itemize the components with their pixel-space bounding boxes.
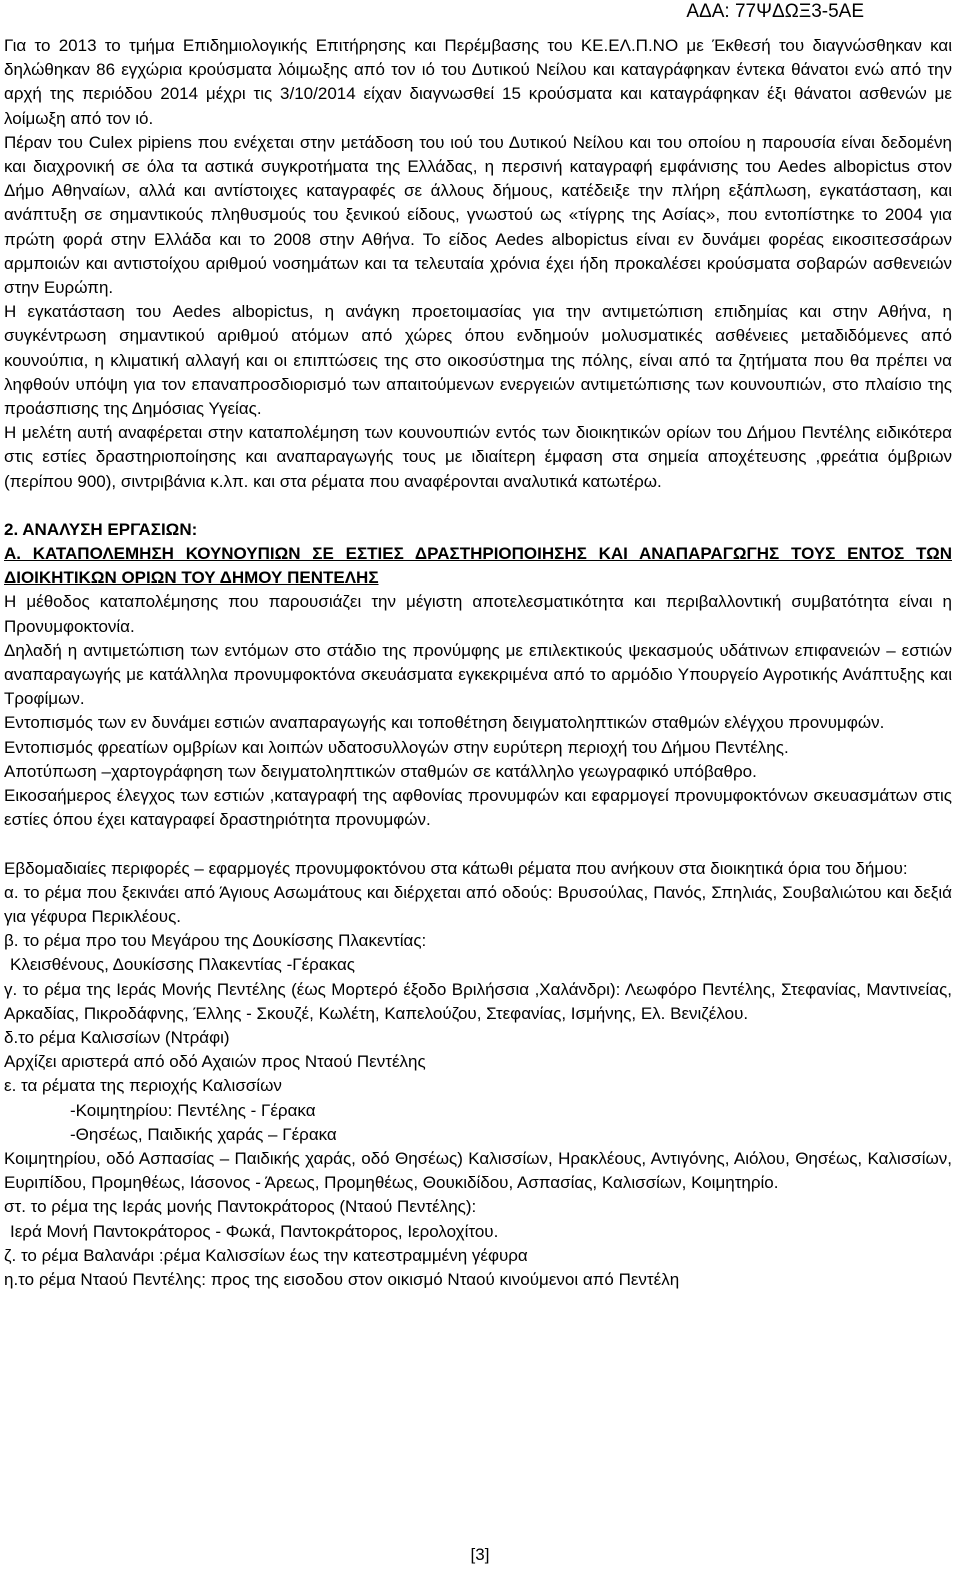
- stream-item-st-streets: Ιερά Μονή Παντοκράτορος - Φωκά, Παντοκράτορος, Ιερολοχίτου.: [10, 1221, 499, 1241]
- stream-item-e: ε. τα ρέματα της περιοχής Καλισσίων: [4, 1076, 282, 1096]
- paragraph-west-nile-cases: Για το 2013 το τμήμα Επιδημιολογικής Επιτήρησης και Περέμβασης του ΚΕ.ΕΛ.Π.ΝΟ με Έκθεσή του διαγνώσθηκαν και δηλώθηκαν 86 εγχώρια κρούσματα λόιμωξης από τον ιό του Δυτικού Νείλου και καταγράφηκαν έντεκα θάνατοι ενώ από την αρχή της περιόδου 2014 μέχρι τις 3/10/2014 είχαν διαγνωσθεί 15 κρούσματα και καταγράφηκαν έξι θάνατοι ασθενών με λοίμωξη από τον ιό.: [4, 36, 952, 128]
- ada-code: ΑΔΑ: 77ΨΔΩΞ3-5ΑΕ: [686, 1, 864, 22]
- spacer: [4, 494, 952, 518]
- paragraph-installation-aedes: Η εγκατάσταση του Aedes albopictus, η ανάγκη προετοιμασίας για την αντιμετώπιση επιδημίας και στην Αθήνα, η συγκέντρωση σημαντικού αριθμού ατόμων από χώρες όπου ενδημούν μολυσματικές ασθένειες μεταδιδόμενες από κουνούπια, η κλιματική αλλαγή και οι επιπτώσεις της στο οικοσύστημα της πόλης, είναι από τα ζητήματα που θα πρέπει να ληφθούν υπόψη για τον επαναπροσδιορισμό των απαιτούμενων ενεργειών αντιμετώπισης των κουνουπιών, στο πλαίσιο της προάσπισης της Δημόσιας Υγείας.: [4, 302, 952, 419]
- paragraph-mapping: Αποτύπωση –χαρτογράφηση των δειγματοληπτικών σταθμών σε κατάλληλο γεωγραφικό υπόβαθρο.: [4, 761, 757, 781]
- stream-item-e-streets: Κοιμητηρίου, οδό Ασπασίας – Παιδικής χαράς, οδό Θησέως) Καλισσίων, Ηρακλέους, Αντιγόνης, Αιόλου, Θησέως, Καλισσίων, Ευριπίδου, Προμηθέως, Ιάσονος - Άρεως, Προμηθέως, Θουκιδίδου, Ασπασίας, Καλισσίων, Κοιμητηρίο.: [4, 1148, 952, 1193]
- paragraph-larvicide: Δηλαδή η αντιμετώπιση των εντόμων στο στάδιο της προνύμφης με επιλεκτικούς ψεκασμούς υδάτινων επιφανειών – εστιών αναπαραγωγής με κατάλληλα προνυμφοκτόνα σκευάσματα εγκεκριμένα από το αρμόδιο Υπουργείο Αγροτικής Ανάπτυξης και Τροφίμων.: [4, 640, 952, 709]
- document-body: [4, 34, 952, 1292]
- paragraph-aedes-albopictus: Πέραν του Culex pipiens που ενέχεται στην μετάδοση του ιού του Δυτικού Νείλου και του οποίου η παρουσία είναι δεδομένη και διαχρονική σε όλα τα αστικά συγκροτήματα της Ελλάδας, η περσινή καταγραφή εμφάνισης του Aedes albopictus στον Δήμο Αθηναίων, αλλά και αντίστοιχες καταγραφές σε άλλους δήμους, κατέδειξε την πλήρη εξάπλωση, εγκατάσταση, και ανάπτυξη σε σημαντικούς πληθυσμούς του ξενικού είδους, γνωστού ως «τίγρης της Ασίας», που εντοπίστηκε το 2004 για πρώτη φορά στην Ελλάδα και το 2008 στην Αθήνα. Το είδος Aedes albopictus είναι εν δυνάμει φορέας εικοσιτεσσάρων αρμποιών και αντιστοίχου αριθμού νοσημάτων και τα τελευταία χρόνια έχει ήδη προκαλέσει κρούσματα σοβαρών ασθενειών στην Ευρώπη.: [4, 132, 952, 298]
- stream-item-d: δ.το ρέμα Καλισσίων (Ντράφι): [4, 1027, 230, 1047]
- spacer: [4, 833, 952, 857]
- stream-item-st: στ. το ρέμα της Ιεράς μονής Παντοκράτορος (Νταού Πεντέλης):: [4, 1197, 477, 1217]
- paragraph-study-scope: Η μελέτη αυτή αναφέρεται στην καταπολέμηση των κουνουπιών εντός των διοικητικών ορίων του Δήμου Πεντέλης ειδικότερα στις εστίες δραστηριοποίησης και αναπαραγωγής τους με ιδιαίτερη έμφαση στα σημεία αποχέτευσης ,φρεάτια όμβριων (περίπου 900), σιντριβάνια κ.λπ. και στα ρέματα που αναφέρονται αναλυτικά κατωτέρω.: [4, 423, 952, 491]
- subsection-heading: Α. ΚΑΤΑΠΟΛΕΜΗΣΗ ΚΟΥΝΟΥΠΙΩΝ ΣΕ ΕΣΤΙΕΣ ΔΡΑΣΤΗΡΙΟΠΟΙΗΣΗΣ ΚΑΙ ΑΝΑΠΑΡΑΓΩΓΗΣ ΤΟΥΣ ΕΝΤΟΣ ΤΩΝ ΔΙΟΙΚΗΤΙΚΩΝ ΟΡΙΩΝ ΤΟΥ ΔΗΜΟΥ ΠΕΝΤΕΛΗΣ: [4, 544, 952, 588]
- paragraph-method: Η μέθοδος καταπολέμησης που παρουσιάζει την μέγιστη αποτελεσματικότητα και περιβαλλοντική συμβατότητα είναι η Προνυμφοκτονία.: [4, 592, 952, 636]
- stream-item-h: η.το ρέμα Νταού Πεντέλης: προς της εισοδου στον οικισμό Νταού κινούμενοι από Πεντέλη: [4, 1269, 680, 1289]
- stream-item-a: α. το ρέμα που ξεκινάει από Άγιους Ασωμάτους και διέρχεται από οδούς: Βρυσούλας, Πανός, Σπηλιάς, Σουβαλιώτου και δεξιά για γέφυρα Περικλέους.: [4, 882, 952, 926]
- paragraph-locating-sites: Εντοπισμός των εν δυνάμει εστιών αναπαραγωγής και τοποθέτηση δειγματοληπτικών σταθμών ελέγχου προνυμφών.: [4, 713, 885, 733]
- paragraph-storm-drains: Εντοπισμός φρεατίων ομβρίων και λοιπών υδατοσυλλογών στην ευρύτερη περιοχή του Δήμου Πεντέλης.: [4, 737, 789, 757]
- stream-item-b: β. το ρέμα προ του Μεγάρου της Δουκίσσης Πλακεντίας:: [4, 931, 427, 951]
- section-heading: 2. ΑΝΑΛΥΣΗ ΕΡΓΑΣΙΩΝ:: [4, 519, 198, 539]
- paragraph-twenty-day-check: Εικοσαήμερος έλεγχος των εστιών ,καταγραφή της αφθονίας προνυμφών και εφαρμογεί προνυμφοκτόνων σκευασμάτων στις εστίες όπου έχει καταγραφεί δραστηριότητα προνυμφών.: [4, 786, 952, 830]
- stream-item-z: ζ. το ρέμα Βαλανάρι :ρέμα Καλισσίων έως την κατεστραμμένη γέφυρα: [4, 1245, 528, 1265]
- paragraph-weekly-applications: Εβδομαδιαίες περιφορές – εφαρμογές προνυμφοκτόνου στα κάτωθι ρέματα που ανήκουν στα διοικητικά όρια του δήμου:: [4, 858, 908, 878]
- stream-item-c: γ. το ρέμα της Ιεράς Μονής Πεντέλης (έως Μορτερό έξοδο Βριλήσσια ,Χαλάνδρι): Λεωφόρο Πεντέλης, Στεφανίας, Μαντινείας, Αρκαδίας, Πικροδάφνης, Έλλης - Σκουζέ, Κωλέτη, Καπελούζου, Στεφανίας, Ισμήνης, Ελ. Βενιζέλου.: [4, 979, 952, 1023]
- page-number: [3]: [470, 1545, 490, 1564]
- stream-item-b-streets: Κλεισθένους, Δουκίσσης Πλακεντίας -Γέρακας: [10, 955, 355, 975]
- stream-item-e-theseos: -Θησέως, Παιδικής χαράς – Γέρακα: [70, 1124, 337, 1144]
- stream-item-e-cemetery: -Κοιμητηρίου: Πεντέλης - Γέρακα: [70, 1100, 316, 1120]
- stream-item-d-route: Αρχίζει αριστερά από οδό Αχαιών προς Νταού Πεντέλης: [4, 1052, 426, 1072]
